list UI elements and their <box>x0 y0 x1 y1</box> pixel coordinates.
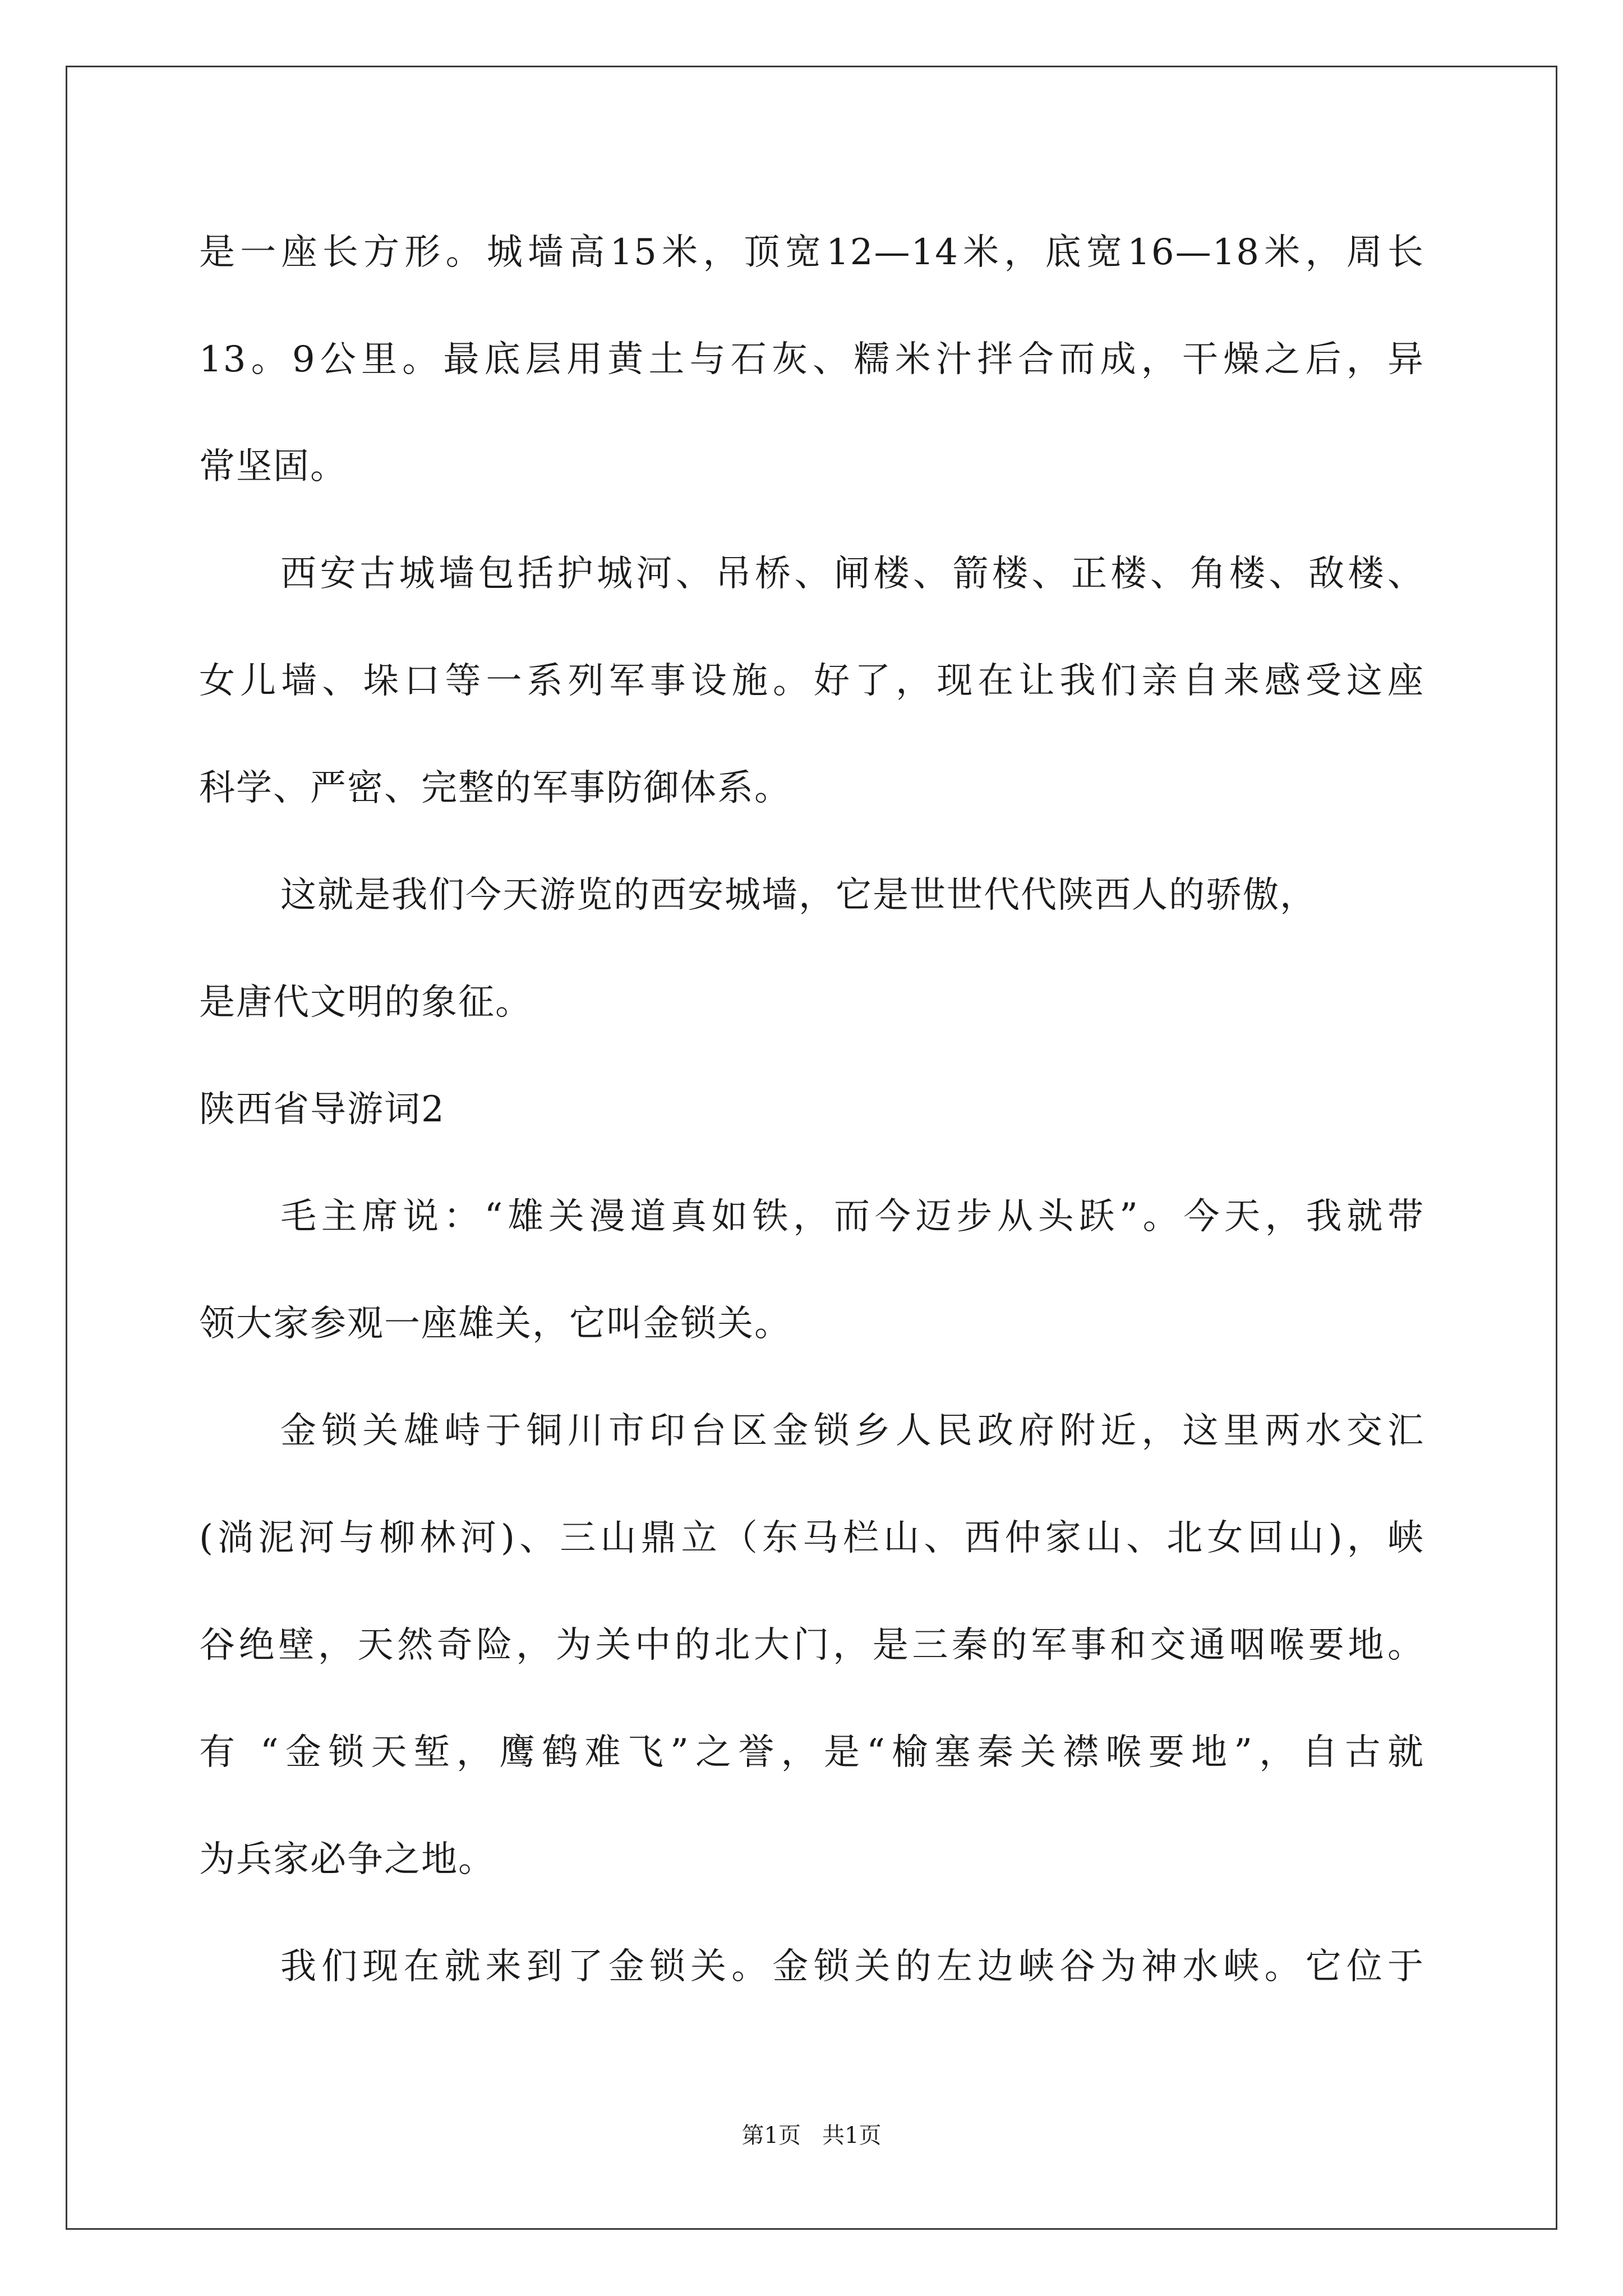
document-body <box>199 199 1424 2021</box>
paragraph-start-line: 金锁关雄峙于铜川市印台区金锁乡人民政府附近，这里两水交汇 <box>280 1410 1424 1452</box>
text-line: (淌泥河与柳林河)、三山鼎立（东马栏山、西仲家山、北女回山)，峡 <box>199 1517 1424 1559</box>
paragraph-start-line: 这就是我们今天游览的西安城墙，它是世世代代陕西人的骄傲， <box>280 875 1317 916</box>
text-line: 谷绝壁，天然奇险，为关中的北大门，是三秦的军事和交通咽喉要地。 <box>199 1625 1424 1666</box>
page-number: 第1页 <box>741 2123 801 2148</box>
text-line: 是一座长方形。城墙高15米，顶宽12—14米，底宽16—18米，周长 <box>199 232 1424 273</box>
text-line: 常坚固。 <box>199 446 347 487</box>
text-line: 为兵家必争之地。 <box>199 1839 495 1880</box>
text-line: 13。9公里。最底层用黄土与石灰、糯米汁拌合而成，干燥之后，异 <box>199 339 1424 380</box>
paragraph-start-line: 西安古城墙包括护城河、吊桥、闸楼、箭楼、正楼、角楼、敌楼、 <box>280 553 1424 595</box>
text-line: 科学、严密、完整的军事防御体系。 <box>199 767 791 809</box>
paragraph-start-line: 我们现在就来到了金锁关。金锁关的左边峡谷为神水峡。它位于 <box>280 1946 1424 1987</box>
page-total: 共1页 <box>822 2123 882 2148</box>
text-line: 有 “金锁天堑，鹰鹤难飞”之誉，是“榆塞秦关襟喉要地”，自古就 <box>199 1732 1424 1773</box>
section-heading: 陕西省导游词2 <box>199 1089 445 1130</box>
paragraph-start-line: 毛主席说：“雄关漫道真如铁，而今迈步从头跃”。今天，我就带 <box>280 1196 1424 1237</box>
text-line: 是唐代文明的象征。 <box>199 982 532 1023</box>
text-line: 领大家参观一座雄关，它叫金锁关。 <box>199 1303 791 1345</box>
text-line: 女儿墙、垛口等一系列军事设施。好了，现在让我们亲自来感受这座 <box>199 660 1424 702</box>
page-footer <box>0 2122 1623 2150</box>
